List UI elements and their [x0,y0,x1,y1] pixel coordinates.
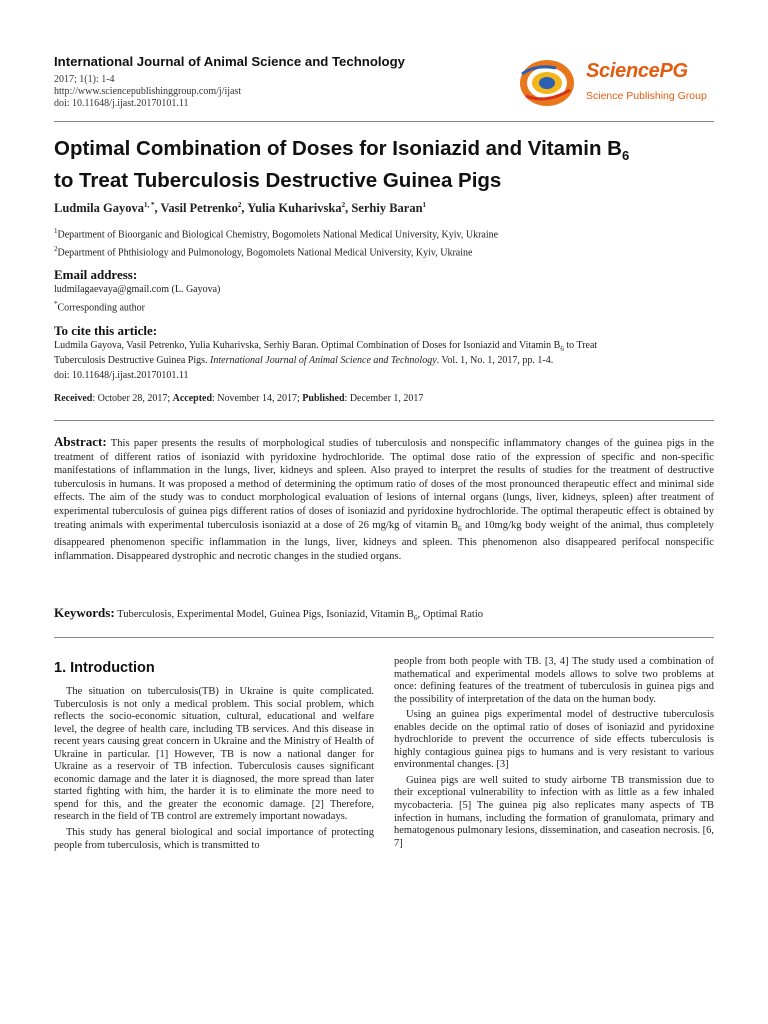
author-list: Ludmila Gayova$^{1, *}$, Vasil Petrenko$^2$, Yulia Kuharivska$^2$, Serhiy Baran$^1$ [54,201,427,216]
keywords-heading: Keywords: [54,605,115,620]
citation-journal: International Journal of Animal Science and Technology [210,355,437,366]
journal-issue: 2017; 1(1): 1-4 [54,74,115,85]
email-address[interactable]: ludmilagaevaya@gmail.com (L. Gayova) [54,284,221,295]
title-part-1: Optimal Combination of Doses for Isoniazid and Vitamin B [54,137,622,160]
published-label: Published [302,393,345,404]
author-name: Serhiy Baran [351,201,423,216]
body-paragraph: people from both people with TB. [3, 4] The study used a combination of mathematical and experimental models allows to solve two problems at once: defining features of the treatment of tuberculosis in guinea pigs and the possibility of interpretation of the data on the human body. [394,656,714,705]
body-paragraph: Guinea pigs are well suited to study airborne TB transmission due to their exceptional vulnerability to infection with as little as a few inhaled mycobacteria. [5] The guinea pig also replicates many aspects of TB infection in humans, including the formation of granulomata, primary and hematogenous pulmonary lesions, dissemination, and caseation necrosis. [6, 7] [394,774,714,849]
received-label: Received [54,393,93,404]
header-divider [54,121,714,122]
published-date: : December 1, 2017 [344,393,424,404]
paper-title [54,136,734,193]
abstract-subscript: 6 [458,524,462,533]
corresponding-text: Corresponding author [57,302,145,314]
body-paragraph: This study has general biological and social importance of protecting people from tuberculosis, which is transmitted to [54,827,374,851]
title-part-2: to Treat Tuberculosis Destructive Guinea Pigs [54,169,502,193]
accepted-label: Accepted [172,393,213,404]
citation-doi: doi: 10.11648/j.ijast.20170101.11 [54,370,189,381]
email-heading: Email address: [54,267,138,282]
affiliation-number: 1 [54,227,58,235]
author-name: Vasil Petrenko [160,201,238,216]
affiliation-text: Department of Bioorganic and Biological Chemistry, Bogomolets National Medical University, Kyiv, Ukraine [57,229,499,241]
body-paragraph: The situation on tuberculosis(TB) in Ukraine is quite complicated. Tuberculosis is not only a medical problem. This social problem, which reflects the socio-economic situation, cultural, educational and welfare level, the degree of health care, including TB services. And this disease in recent years causing great concern in Ukraine and the Ministry of Health of Ukraine in particular. [1] However, TB is now a national danger for Ukraine as a reservoir of TB infection. Tuberculosis causes significant economic damage and the later it is diagnosed, the more spread than later started fighting with him, the harder it is to eliminate the more need to spend for this, and the greater the economic damage. [2] Therefore, research in the field of TB control are extremely important nowadays. [54,686,374,823]
right-column [394,656,714,850]
cite-heading: To cite this article: [54,323,158,338]
keywords [54,605,714,622]
affiliation-2 [54,245,472,258]
affiliation-1 [54,227,498,240]
author-affiliation-mark: 1 [422,201,427,209]
citation-text: to Treat [563,340,598,351]
accepted-date: : November 14, 2017; [212,393,303,404]
journal-doi: doi: 10.11648/j.ijast.20170101.11 [54,98,189,109]
publisher-subtitle: Science Publishing Group [586,90,707,102]
citation-line-1 [54,340,597,353]
abstract-heading: Abstract: [54,434,107,449]
publisher-logo [516,56,716,108]
body-divider [54,637,714,638]
affiliation-number: 2 [54,245,58,253]
citation-text: Tuberculosis Destructive Guinea Pigs. [54,355,211,366]
affiliation-text: Department of Phthisiology and Pulmonology, Bogomolets National Medical University, Kyiv, Ukraine [57,247,473,259]
journal-url[interactable]: http://www.sciencepublishinggroup.com/j/ijast [54,86,242,97]
publication-dates [54,393,423,404]
abstract-text: and 10mg/kg body weight of the animal, thus completely disappeared phenomenon specific inflammation in the lungs, liver, kidneys and spleen. This phenomenon also disappeared perifocal nonspecific inflammation. Disappeared dystrophic and necrotic changes in the studied organs. [54,519,714,562]
section-heading-introduction: 1. Introduction [54,660,155,676]
publisher-name: SciencePG [586,60,688,82]
citation-text: . Vol. 1, No. 1, 2017, pp. 1-4. [436,355,554,366]
keywords-subscript: 6 [413,614,418,623]
citation-text: Ludmila Gayova, Vasil Petrenko, Yulia Kuharivska, Serhiy Baran. Optimal Combination of Doses for Isoniazid and Vitamin B [54,340,561,351]
corresponding-mark: * [54,300,58,308]
citation-subscript: 6 [560,345,564,353]
abstract [54,435,714,563]
received-date: : October 28, 2017; [92,393,173,404]
abstract-top-divider [54,420,714,421]
author-affiliation-mark: 2 [341,201,346,209]
sciencepg-logo-icon [516,56,578,108]
keywords-text: , Optimal Ratio [417,609,484,620]
abstract-text: This paper presents the results of morphological studies of tuberculosis and nonspecific inflammatory changes of the guinea pigs in the treatment of different ratios of isoniazid with pyridoxine hydrochloride. The optimal dose ratio of the expression of specific and non-specific manifestations of inflammation in the lungs, liver, kidneys and spleen. Also prayed to interpret the results of studies for the treatment of destructive tuberculosis in humans. It was proposed a method of determining the optimum ratio of doses of the most pronounced therapeutic effect and minimal side effects. The aim of the study was to conduct morphological evaluation of lesions of internal organs (lungs, liver, kidneys, spleen) after treatment of experimental tuberculosis of guinea pigs different ratios of doses of isoniazid and pyridoxine hydrochloride. The optimal therapeutic effect is obtained by treating animals with experimental tuberculosis isoniazid at a dose of 26 mg/kg of vitamin B [54,438,714,531]
author-name: Ludmila Gayova [54,201,144,216]
left-column [54,660,374,852]
body-paragraph: Using an guinea pigs experimental model of destructive tuberculosis enables decide on the optimal ratio of doses of isoniazid and pyridoxine hydrochloride to prevent the occurrence of side effects tuberculosis is highly contagious guinea pigs to humans and is very resistant to various environmental changes. [3] [394,709,714,771]
journal-name: International Journal of Animal Science and Technology [54,54,405,69]
corresponding-note [54,300,145,313]
keywords-text: Tuberculosis, Experimental Model, Guinea Pigs, Isoniazid, Vitamin B [117,609,414,620]
author-affiliation-mark: 2 [237,201,242,209]
citation-line-2 [54,355,553,366]
author-affiliation-mark: 1, * [143,201,155,209]
author-name: Yulia Kuharivska [247,201,342,216]
title-subscript: 6 [621,148,630,164]
